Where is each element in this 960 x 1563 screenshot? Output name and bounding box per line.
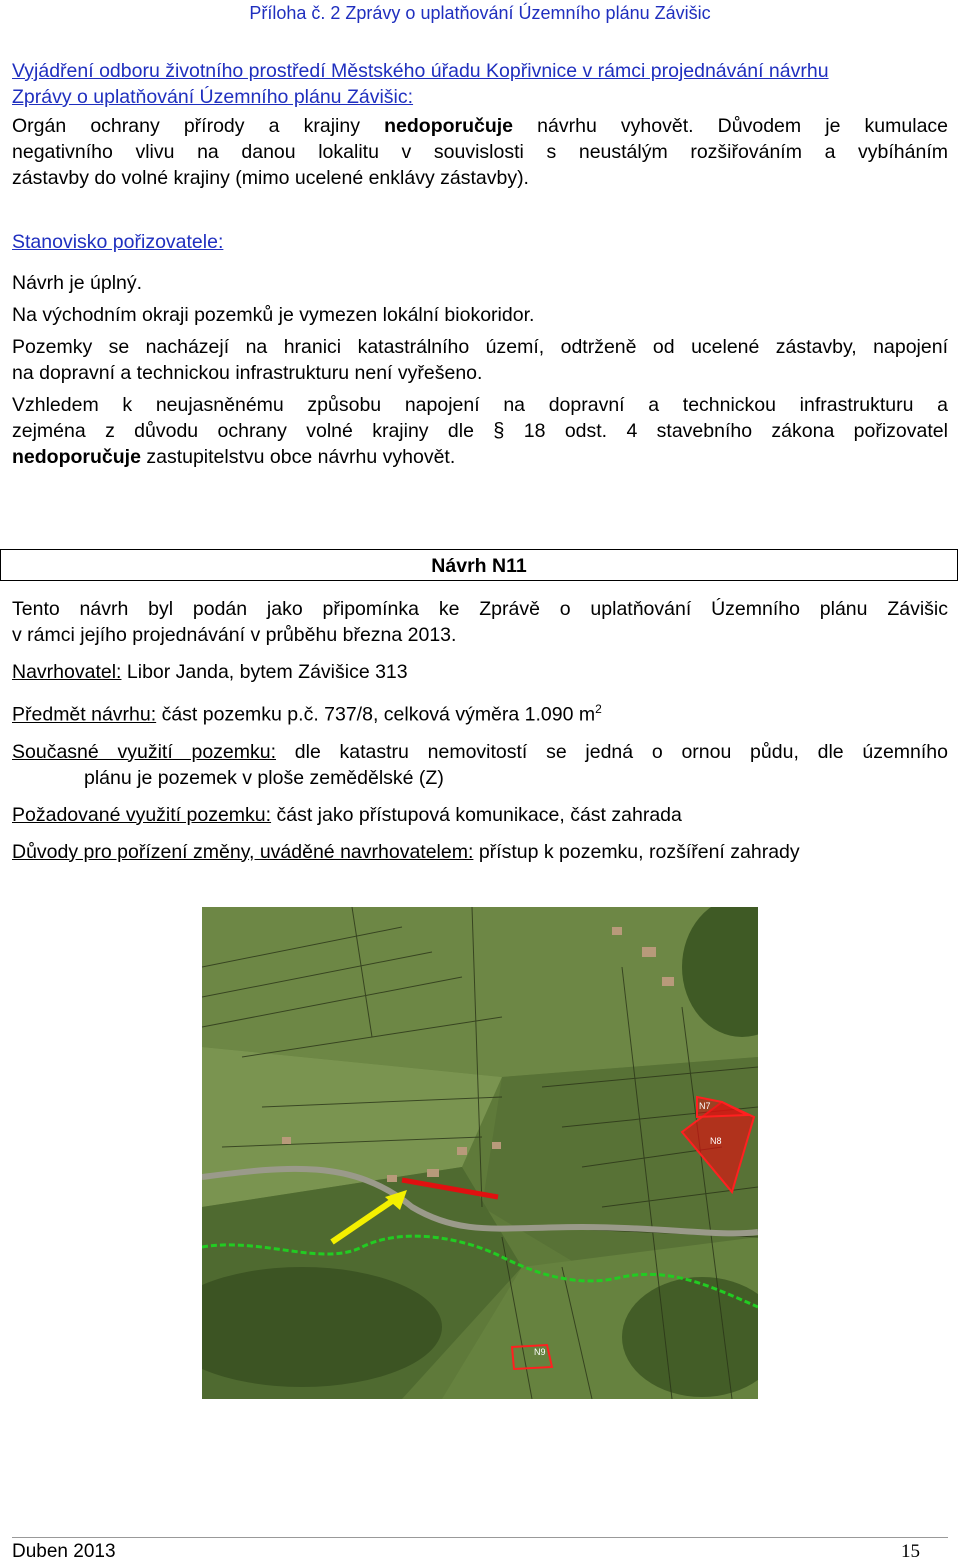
statement-p4-line3: nedoporučuje zastupitelstvu obce návrhu vyhovět. [12,446,456,468]
reasons-value: přístup k pozemku, rozšíření zahrady [478,840,800,863]
current-use-value: dle katastru nemovitostí se jedná o ornou půdu, dle územního [294,740,948,763]
plot-n8-label: N8 [710,1136,722,1146]
opinion-verdict: nedoporučuje [384,115,514,137]
opinion-title-line1: Vyjádření odboru životního prostředí Městského úřadu Kopřivnice v rámci projednávání návrhu [12,60,829,82]
statement-p3-line2: na dopravní a technickou infrastrukturu není vyřešeno. [12,362,483,384]
requested-use-row [12,802,948,828]
proposal-body [12,596,948,865]
reasons-row [12,839,948,865]
statement-title: Stanovisko pořizovatele: [12,231,224,253]
statement-p1: Návrh je úplný. [12,272,143,294]
statement-verdict: nedoporučuje [12,446,141,468]
opinion-line2: negativního vlivu na danou lokalitu v souvislosti s neustálým rozšiřováním a vybíháním [12,141,948,163]
page-number: 15 [901,1541,920,1562]
opinion-line3: zástavby do volné krajiny (mimo ucelené enklávy zástavby). [12,167,529,189]
proposal-intro-line1: Tento návrh byl podán jako připomínka ke Zprávě o uplatňování Územního plánu Závišic [12,598,948,620]
proposal-title: Návrh N11 [0,549,958,581]
aerial-map [202,907,758,1399]
plot-n7-label: N7 [699,1101,711,1111]
proposal-intro-line2: v rámci jejího projednávání v průběhu března 2013. [12,624,457,646]
current-use-label: Současné využití pozemku: [12,740,277,763]
unit-exponent: 2 [595,702,602,716]
subject-value: část pozemku p.č. 737/8, celková výměra 1.090 m [161,703,596,726]
opinion-body [12,113,948,191]
subject-label: Předmět návrhu: [12,703,157,726]
aerial-map-image [202,907,758,1399]
statement-p4-line2: zejména z důvodu ochrany volné krajiny dle § 18 odst. 4 stavebního zákona pořizovatel [12,420,948,442]
current-use-row [12,739,948,791]
footer-date: Duben 2013 [12,1541,116,1562]
opinion-title [12,58,948,110]
proposer-label: Navrhovatel: [12,661,122,683]
subject-row [12,696,948,728]
current-use-value-cont: plánu je pozemek v ploše zemědělské (Z) [84,766,444,789]
plot-n9-label: N9 [534,1347,546,1357]
statement-p4-line1: Vzhledem k neujasněnému způsobu napojení na dopravní a technickou infrastrukturu a [12,394,948,416]
section-symbol: § [493,420,505,442]
statement-body [12,270,948,470]
requested-use-value: část jako přístupová komunikace, část zahrada [276,803,682,826]
opinion-title-line2: Zprávy o uplatňování Územního plánu Závišic: [12,86,414,108]
statement-p3-line1: Pozemky se nacházejí na hranici katastrálního území, odtrženě od ucelené zástavby, napojení [12,336,948,358]
statement-p2: Na východním okraji pozemků je vymezen lokální biokoridor. [12,304,535,326]
requested-use-label: Požadované využití pozemku: [12,803,272,826]
proposer-row [12,659,948,685]
reasons-label: Důvody pro pořízení změny, uváděné navrhovatelem: [12,840,474,863]
proposer-value: Libor Janda, bytem Závišice 313 [126,661,408,683]
footer-divider [12,1537,948,1538]
page-header: Příloha č. 2 Zprávy o uplatňování Územního plánu Závišic [249,3,711,23]
opinion-line1: Orgán ochrany přírody a krajiny nedoporučuje návrhu vyhovět. Důvodem je kumulace [12,115,949,137]
